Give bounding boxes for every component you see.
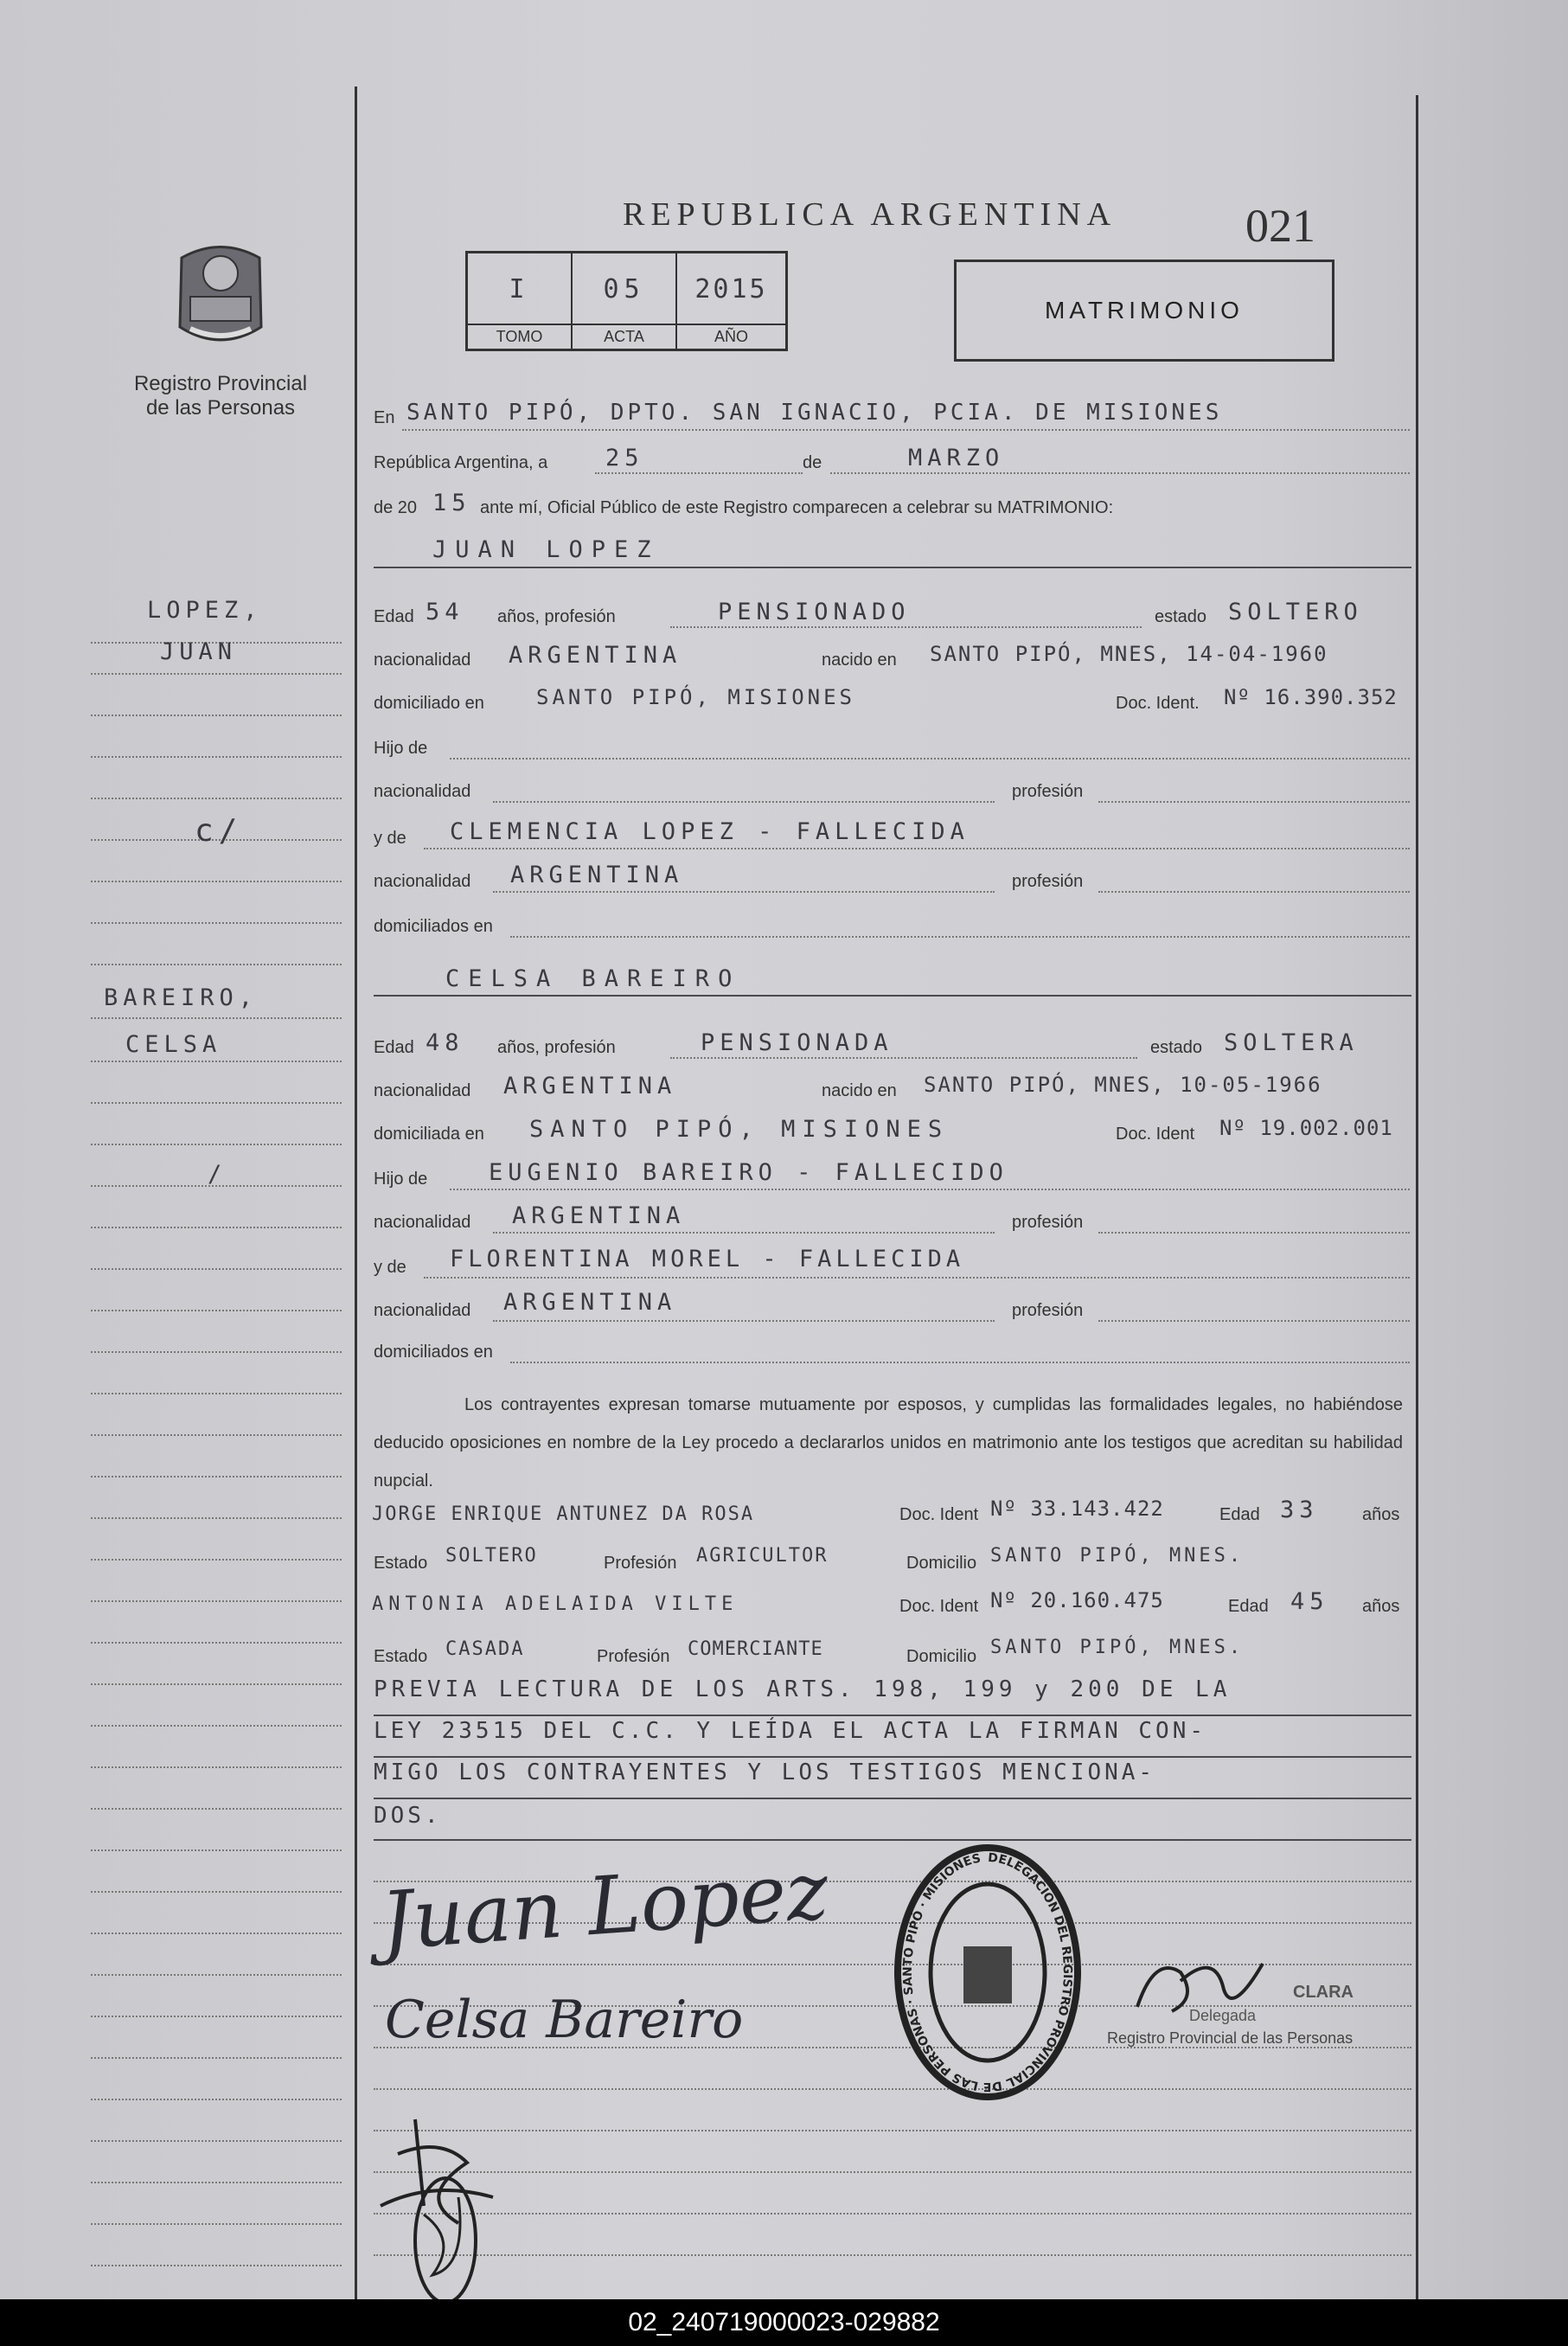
margin-groom-name: JUAN [160,638,238,665]
registry-logo [156,232,285,362]
groom-name-line [374,567,1411,568]
bride-doms-line [510,1362,1410,1363]
groom-anos-label: años, profesión [497,607,616,626]
declaration-text: Los contrayentes expresan tomarse mutuamente por esposos, y cumplidas las formalidades legales, no habiéndose deducido oposiciones en nombre de la Ley procedo a declararlos unidos en matrimonio ante los testigos que acreditan su habilidad nupcial. [374,1395,1403,1490]
groom-fprof-line [1098,801,1410,803]
bride-father-nat: ARGENTINA [512,1202,686,1229]
note-text-1: PREVIA LECTURA DE LOS ARTS. 198, 199 y 200 DE LA [374,1676,1232,1702]
witness1-estado: SOLTERO [445,1545,538,1567]
groom-father-line [450,758,1410,760]
groom-yde-label: y de [374,829,406,848]
bride-estado-label: estado [1150,1038,1203,1057]
doc-type: MATRIMONIO [1045,297,1244,324]
note-text-2: LEY 23515 DEL C.C. Y LEÍDA EL ACTA LA FIRMAN CON- [374,1718,1207,1744]
witness2-address: SANTO PIPÓ, MNES. [990,1637,1245,1658]
bride-fnac-line [493,1232,995,1234]
registry-shield-icon [156,232,285,362]
bride-profession: PENSIONADA [701,1029,893,1056]
republica-label: República Argentina, a [374,453,548,472]
year-prefix: de 20 [374,498,418,517]
witness2-anos-label: años [1362,1597,1400,1616]
groom-age: 54 [426,599,464,625]
witness1-anos-label: años [1362,1505,1400,1524]
bride-edad-label: Edad [374,1038,414,1057]
de-label: de [803,453,822,472]
groom-mnac-line [493,891,995,893]
month-line [830,472,1410,474]
bride-yde-label: y de [374,1258,406,1277]
anio-value: 2015 [694,274,768,304]
stamp-line1: CLARA [1293,1983,1354,2002]
groom-nationality: ARGENTINA [509,642,682,669]
doc-type-box [954,260,1334,362]
bride-nationality: ARGENTINA [503,1073,677,1099]
note-text-4: DOS. [374,1803,442,1829]
bride-name-line [374,995,1411,997]
witness2-dom-label: Domicilio [906,1647,977,1666]
groom-estado-label: estado [1155,607,1207,626]
witness1-estado-label: Estado [374,1554,428,1573]
bride-mother-line [424,1277,1410,1279]
note-line-2 [374,1756,1411,1758]
ante-text: ante mí, Oficial Público de este Registro comparecen a celebrar su MATRIMONIO: [480,498,1114,517]
groom-birth: SANTO PIPÓ, MNES, 14-04-1960 [930,642,1328,666]
witness2-doc: Nº 20.160.475 [990,1588,1164,1612]
groom-nac-label: nacionalidad [374,651,471,670]
note-line-3 [374,1798,1411,1799]
en-label: En [374,408,395,427]
note-text-3: MIGO LOS CONTRAYENTES Y LOS TESTIGOS MENCIONA- [374,1760,1156,1785]
bride-estado: SOLTERA [1224,1029,1359,1056]
groom-doms-line [510,936,1410,938]
bride-fprof-line [1098,1232,1410,1234]
groom-hijo-label: Hijo de [374,739,428,758]
month-value: MARZO [908,445,1005,471]
witness1-name: JORGE ENRIQUE ANTUNEZ DA ROSA [372,1503,755,1525]
groom-mother-line [424,848,1410,849]
groom-mprof-line [1098,891,1410,893]
stamp-line3: Registro Provincial de las Personas [1107,2029,1354,2047]
bride-mprof-label: profesión [1012,1301,1084,1320]
witness2-age: 45 [1290,1588,1329,1615]
witness2-profession: COMERCIANTE [688,1638,823,1660]
note-line-4 [374,1839,1411,1841]
bride-doms-label: domiciliados en [374,1343,493,1362]
groom-estado: SOLTERO [1228,599,1363,625]
witness1-prof-label: Profesión [604,1554,677,1573]
anio-cell [677,253,785,325]
witness1-doc: Nº 33.143.422 [990,1497,1164,1521]
right-frame-line [1416,95,1418,2327]
tomo-cell [468,253,573,325]
record-number-box [465,251,788,351]
groom-full-name: JUAN LOPEZ [432,536,660,563]
witness2-signature [398,2163,493,2310]
day-value: 25 [605,445,644,471]
bride-mprof-line [1098,1320,1410,1322]
groom-mother-nat: ARGENTINA [510,862,684,888]
seal-text: DELEGACION DEL REGISTRO PROVINCIAL DE LAS PERSONAS · SANTO PIPÓ · MISIONES [900,1850,1075,2094]
witness2-prof-label: Profesión [597,1647,670,1666]
witness1-dom-label: Domicilio [906,1554,977,1573]
bride-father: EUGENIO BAREIRO - FALLECIDO [489,1159,1008,1186]
registry-name [104,372,337,420]
groom-address: SANTO PIPÓ, MISIONES [536,685,855,709]
bride-mnac-label: nacionalidad [374,1301,471,1320]
bride-nac-label: nacionalidad [374,1081,471,1100]
witness2-name: ANTONIA ADELAIDA VILTE [372,1593,739,1615]
anio-label: AÑO [714,328,748,345]
groom-fnac-line [493,801,995,803]
groom-prof-line [670,626,1142,628]
margin-bride-name: CELSA [125,1031,222,1058]
bride-mother: FLORENTINA MOREL - FALLECIDA [450,1246,965,1272]
margin-conjunction: c/ [195,813,243,849]
registry-line2: de las Personas [145,396,296,420]
bride-address: SANTO PIPÓ, MISIONES [529,1116,950,1143]
witness2-estado: CASADA [445,1638,525,1660]
bride-fprof-label: profesión [1012,1213,1084,1232]
groom-mother: CLEMENCIA LOPEZ - FALLECIDA [450,818,970,845]
witness1-address: SANTO PIPÓ, MNES. [990,1545,1245,1567]
bride-prof-line [670,1057,1137,1059]
groom-signature: Juan Lopez [377,1844,831,1968]
witness2-estado-label: Estado [374,1647,428,1666]
bride-father-line [450,1189,1410,1190]
acta-label: ACTA [573,325,677,349]
bride-signature: Celsa Bareiro [385,1990,744,2050]
year-suffix: 15 [432,490,471,516]
bride-nacido-label: nacido en [822,1081,897,1100]
acta-value: 05 [603,274,645,304]
left-frame-line [355,87,357,2336]
tomo-value: I [509,274,530,304]
folio-number: 021 [1245,200,1315,252]
groom-fprof-label: profesión [1012,782,1084,801]
registry-line1: Registro Provincial [133,372,308,395]
groom-edad-label: Edad [374,607,414,626]
groom-profession: PENSIONADO [718,599,911,625]
witness2-edad-label: Edad [1228,1597,1269,1616]
acta-cell [573,253,677,325]
groom-nacido-label: nacido en [822,651,897,670]
groom-mprof-label: profesión [1012,872,1084,891]
place-line [402,429,1410,431]
witness1-profession: AGRICULTOR [696,1545,829,1567]
tomo-label: TOMO [468,325,573,349]
bride-age: 48 [426,1029,464,1056]
margin-bride-surname: BAREIRO, [104,984,259,1011]
seal-icon [893,1843,1083,2102]
groom-dom-label: domiciliado en [374,694,484,713]
bride-mother-nat: ARGENTINA [503,1289,677,1316]
stamp-line2: Delegada [1189,2007,1257,2024]
groom-doc: Nº 16.390.352 [1224,685,1398,709]
bride-doc: Nº 19.002.001 [1219,1116,1393,1140]
bride-doc-label: Doc. Ident [1116,1125,1195,1144]
groom-doms-label: domiciliados en [374,917,493,936]
margin-tick: / [208,1161,227,1188]
day-line [595,472,803,474]
note-line-1 [374,1715,1411,1716]
bride-dom-label: domiciliada en [374,1125,484,1144]
margin-groom-surname: LOPEZ, [147,597,263,624]
witness2-doc-label: Doc. Ident [899,1597,979,1616]
official-stamp [1094,1946,1405,2067]
groom-mnac-label: nacionalidad [374,872,471,891]
file-id-footer: 02_240719000023-029882 [0,2299,1568,2346]
bride-hijo-label: Hijo de [374,1170,428,1189]
bride-birth: SANTO PIPÓ, MNES, 10-05-1966 [924,1073,1322,1097]
bride-fnac-label: nacionalidad [374,1213,471,1232]
bride-anos-label: años, profesión [497,1038,616,1057]
place-value: SANTO PIPÓ, DPTO. SAN IGNACIO, PCIA. DE MISIONES [406,400,1223,426]
country-title: REPUBLICA ARGENTINA [623,196,1117,233]
witness1-doc-label: Doc. Ident [899,1505,979,1524]
bride-full-name: CELSA BAREIRO [445,965,741,992]
registry-seal [893,1843,1083,2102]
witness1-edad-label: Edad [1219,1505,1260,1524]
bride-mnac-line [493,1320,995,1322]
witness1-age: 33 [1280,1497,1319,1523]
groom-doc-label: Doc. Ident. [1116,694,1200,713]
groom-fnac-label: nacionalidad [374,782,471,801]
